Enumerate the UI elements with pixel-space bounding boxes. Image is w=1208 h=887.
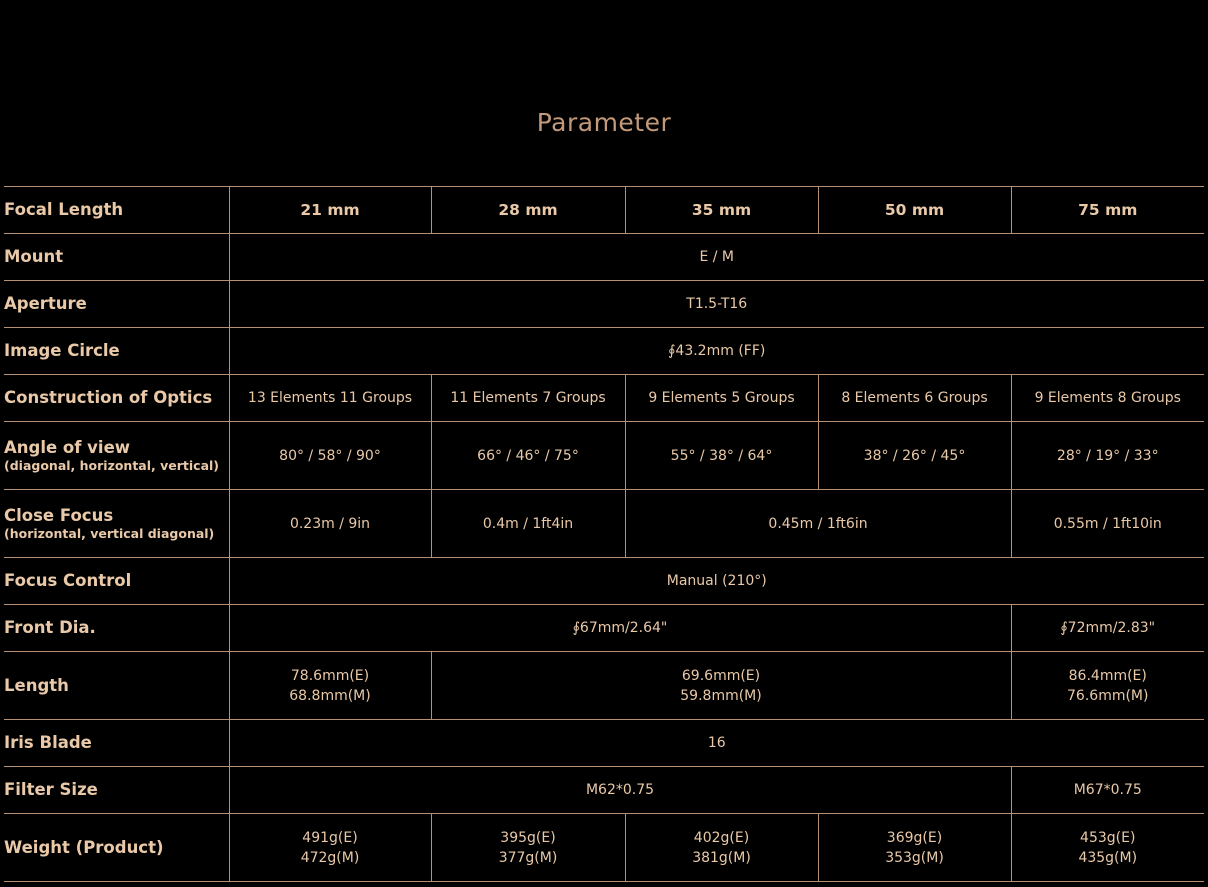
value-e: 395g(E) [500,829,556,846]
row-focal-length [4,187,1204,234]
row-length [4,652,1204,720]
row-label: Angle of view [4,438,131,457]
cell [229,652,431,720]
value-e: 78.6mm(E) [290,667,370,684]
cell: 0.4m / 1ft4in [431,490,625,558]
parameter-table [4,186,1204,882]
row-front-dia [4,605,1204,652]
cell: M62*0.75 [229,767,1011,814]
row-image-circle [4,328,1204,375]
cell: ∮67mm/2.64" [229,605,1011,652]
cell: 11 Elements 7 Groups [431,375,625,422]
cell: 0.23m / 9in [229,490,431,558]
cell: 28° / 19° / 33° [1011,422,1204,490]
value-m: 76.6mm(M) [1067,687,1149,704]
row-label: Weight (Product) [4,814,229,882]
cell: 9 Elements 8 Groups [1011,375,1204,422]
value-e: 69.6mm(E) [681,667,761,684]
cell: 38° / 26° / 45° [818,422,1011,490]
value-e: 453g(E) [1080,829,1136,846]
cell: ∮43.2mm (FF) [229,328,1204,375]
value-m: 59.8mm(M) [680,687,762,704]
row-label: Mount [4,234,229,281]
value-e: 402g(E) [693,829,750,846]
cell [1011,814,1204,882]
cell: Manual (210°) [229,558,1204,605]
cell: 8 Elements 6 Groups [818,375,1011,422]
row-label-cell [4,490,229,558]
value-m: 472g(M) [300,849,360,866]
row-label: Close Focus [4,506,114,525]
cell: 28 mm [431,187,625,234]
cell [1011,652,1204,720]
row-construction [4,375,1204,422]
cell: 55° / 38° / 64° [625,422,818,490]
row-label-cell [4,422,229,490]
cell [625,814,818,882]
value-m: 381g(M) [692,849,751,866]
cell: 0.45m / 1ft6in [625,490,1011,558]
cell: 13 Elements 11 Groups [229,375,431,422]
cell: M67*0.75 [1011,767,1204,814]
cell: E / M [229,234,1204,281]
row-close-focus [4,490,1204,558]
row-focus-control [4,558,1204,605]
cell: ∮72mm/2.83" [1011,605,1204,652]
value-e: 491g(E) [302,829,358,846]
row-label: Focal Length [4,187,229,234]
row-label: Iris Blade [4,720,229,767]
cell [431,652,1011,720]
cell: 50 mm [818,187,1011,234]
cell: 80° / 58° / 90° [229,422,431,490]
row-angle-of-view [4,422,1204,490]
row-label: Construction of Optics [4,375,229,422]
cell: 35 mm [625,187,818,234]
cell [229,814,431,882]
cell [818,814,1011,882]
cell: 21 mm [229,187,431,234]
value-m: 435g(M) [1078,849,1138,866]
cell: 16 [229,720,1204,767]
cell: 66° / 46° / 75° [431,422,625,490]
row-sublabel: (horizontal, vertical diagonal) [4,526,215,541]
value-e: 86.4mm(E) [1068,667,1147,684]
row-mount [4,234,1204,281]
cell [431,814,625,882]
value-m: 353g(M) [885,849,944,866]
row-filter-size [4,767,1204,814]
row-iris-blade [4,720,1204,767]
cell: 0.55m / 1ft10in [1011,490,1204,558]
row-label: Aperture [4,281,229,328]
cell: T1.5-T16 [229,281,1204,328]
row-label: Filter Size [4,767,229,814]
row-label: Length [4,652,229,720]
cell: 9 Elements 5 Groups [625,375,818,422]
row-label: Front Dia. [4,605,229,652]
page-title: Parameter [536,108,672,137]
value-m: 377g(M) [498,849,558,866]
value-e: 369g(E) [886,829,943,846]
row-weight [4,814,1204,882]
row-aperture [4,281,1204,328]
row-sublabel: (diagonal, horizontal, vertical) [4,458,220,473]
value-m: 68.8mm(M) [289,687,371,704]
row-label: Image Circle [4,328,229,375]
row-label: Focus Control [4,558,229,605]
cell: 75 mm [1011,187,1204,234]
